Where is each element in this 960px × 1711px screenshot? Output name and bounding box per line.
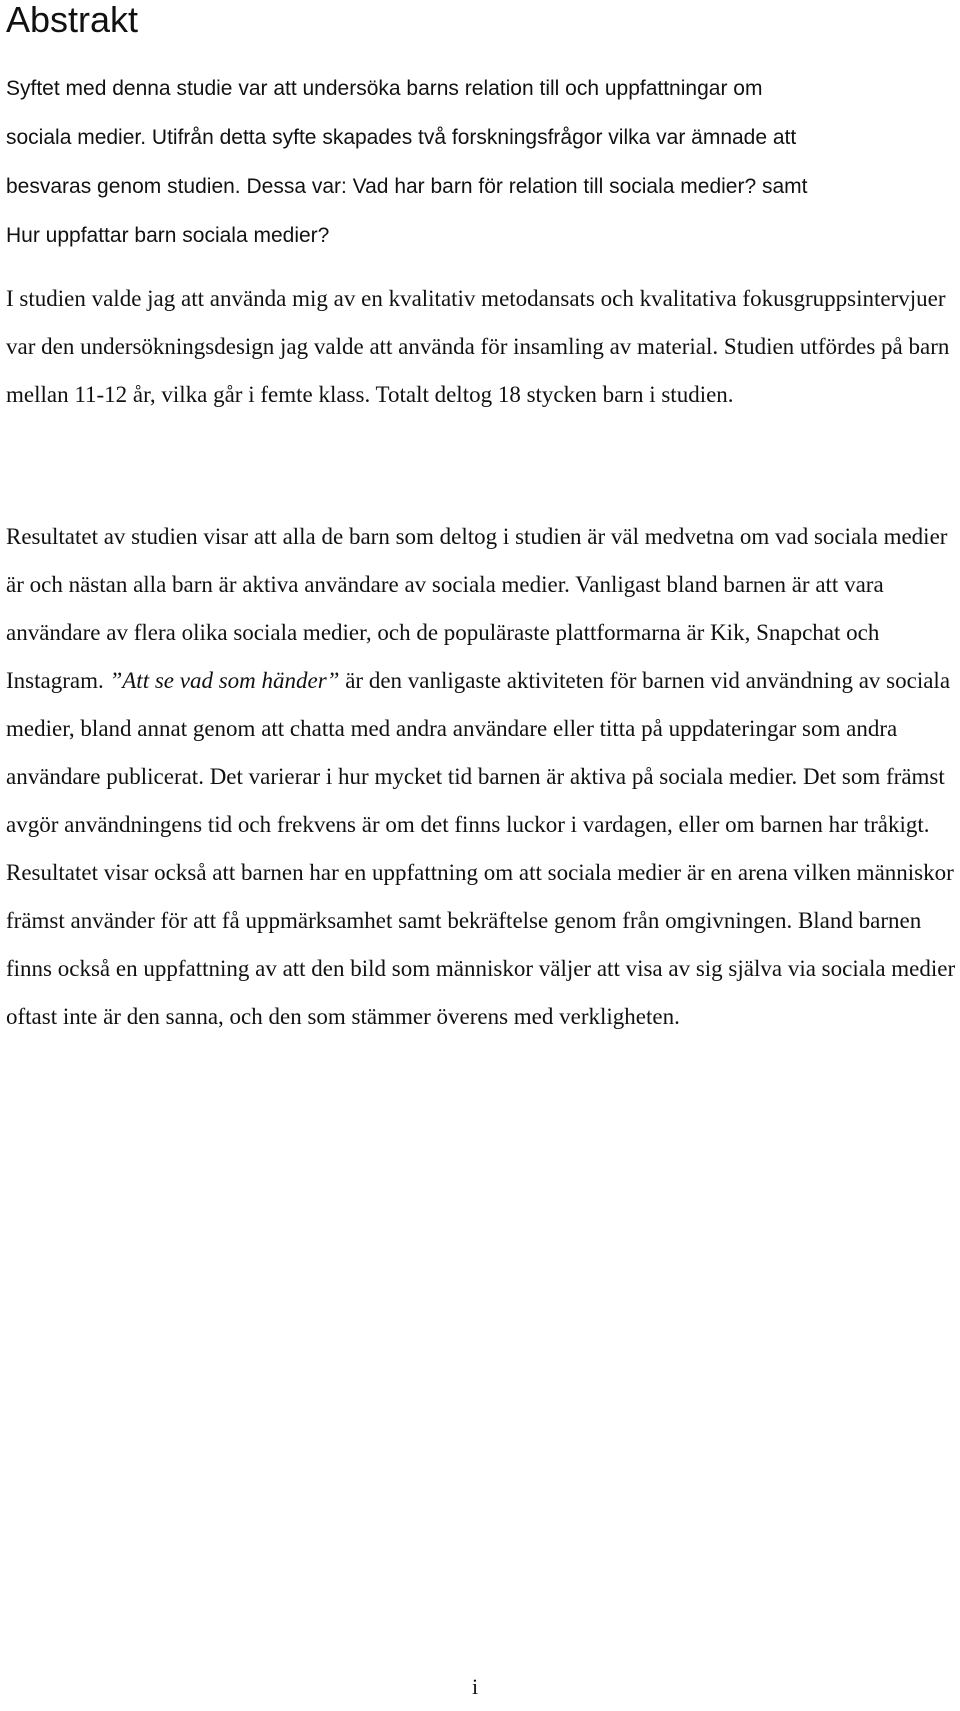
paragraph-aim	[6, 64, 956, 260]
aim-line-1: Syftet med denna studie var att undersöka barns relation till och uppfattningar om	[6, 77, 763, 100]
results-quote: ”Att se vad som händer”	[109, 668, 340, 693]
aim-line-3: besvaras genom studien. Dessa var: Vad har barn för relation till sociala medier? samt	[6, 175, 808, 198]
paragraph-method: I studien valde jag att använda mig av en kvalitativ metodansats och kvalitativa fokusgruppsintervjuer var den undersökningsdesign jag valde att använda för insamling av material. Studien utfördes på barn mellan 11-12 år, vilka går i femte klass. Totalt deltog 18 stycken barn i studien.	[6, 286, 950, 407]
aim-line-4: Hur uppfattar barn sociala medier?	[6, 224, 330, 247]
page-title: Abstrakt	[6, 0, 139, 40]
results-text-after-quote: är den vanligaste aktiviteten för barnen vid användning av sociala medier, bland annat genom att chatta med andra användare eller titta på uppdateringar som andra användare publicerat. Det varierar i hur mycket tid barnen är aktiva på sociala medier. Det som främst avgör användningens tid och frekvens är om det finns luckor i vardagen, eller om barnen har tråkigt. Resultatet visar också att barnen har en uppfattning om att sociala medier är en arena vilken människor främst använder för att få uppmärksamhet samt bekräftelse genom från omgivningen. Bland barnen finns också en uppfattning av att den bild som människor väljer att visa av sig själva via sociala medier oftast inte är den sanna, och den som stämmer överens med verkligheten.	[6, 668, 956, 1029]
page-number: i	[472, 1674, 479, 1699]
aim-line-2: sociala medier. Utifrån detta syfte skapades två forskningsfrågor vilka var ämnade att	[6, 126, 797, 149]
results-text-before-quote: Resultatet av studien visar att alla de barn som deltog i studien är väl medvetna om vad sociala medier är och nästan alla barn är aktiva användare av sociala medier. Vanligast bland barnen är att vara användare av flera olika sociala medier, och de populäraste plattformarna är Kik, Snapchat och Instagram.	[6, 524, 948, 693]
paragraph-results	[6, 513, 956, 1041]
